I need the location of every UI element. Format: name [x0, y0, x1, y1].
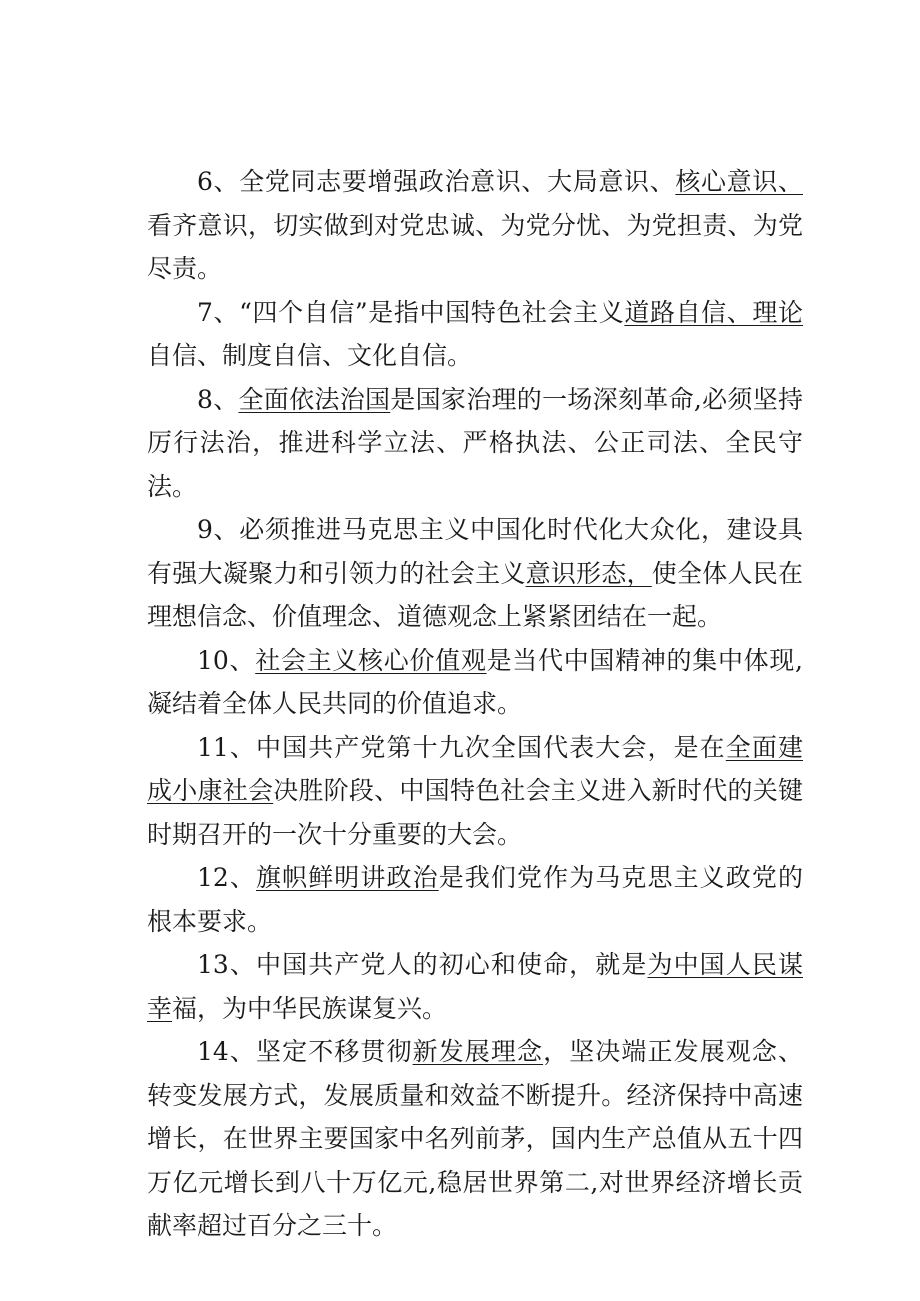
paragraph-text: 使全体人民在理想信念、价值理念、道德观念上紧紧团结在一起。	[147, 558, 803, 631]
paragraph-text: 是国家治理的一场深刻革命,必须坚持厉行法治，推进科学立法、严格执法、公正司法、全民守法。	[147, 384, 803, 501]
paragraph-7	[147, 291, 803, 378]
paragraph-text: 14、坚定不移贯彻	[197, 1037, 413, 1066]
paragraph-text: 11、中国共产党第十九次全国代表大会，是在	[197, 732, 726, 762]
underlined-answer: 为中国人民谋幸	[147, 950, 803, 1023]
paragraph-text: 10、	[197, 645, 256, 675]
paragraph-6	[147, 160, 803, 291]
underlined-answer: 核心意识、	[675, 167, 803, 196]
paragraph-10	[147, 639, 803, 726]
underlined-answer: 道路自信、理论	[624, 297, 803, 327]
underlined-answer: 意识形态，	[525, 558, 652, 588]
paragraph-text: 13、中国共产党人的初心和使命，就是	[197, 950, 648, 979]
paragraph-text: 看齐意识，切实做到对党忠诚、为党分忧、为党担责、为党尽责。	[147, 210, 803, 283]
underlined-answer: 新发展理念	[412, 1037, 544, 1066]
paragraph-14	[147, 1030, 803, 1248]
paragraph-9	[147, 508, 803, 639]
paragraph-text: 6、全党同志要增强政治意识、大局意识、	[197, 167, 676, 196]
paragraph-text: 自信、制度自信、文化自信。	[147, 341, 473, 370]
paragraph-text: 决胜阶段、中国特色社会主义进入新时代的关键时期召开的一次十分重要的大会。	[147, 776, 803, 849]
paragraph-text: ，坚决端正发展观念、转变发展方式，发展质量和效益不断提升。经济保持中高速增长，在世界主要国家中名列前茅，国内生产总值从五十四万亿元增长到八十万亿元,稳居世界第二,对世界经济增长贡献率超过百分之三十。	[147, 1037, 803, 1240]
document-body	[147, 160, 803, 1248]
paragraph-text: 是当代中国精神的集中体现,凝结着全体人民共同的价值追求。	[147, 645, 804, 718]
underlined-answer: 旗帜鲜明讲政治	[256, 863, 439, 892]
paragraph-text: 12、	[197, 863, 257, 892]
paragraph-8	[147, 378, 803, 509]
paragraph-text: 是我们党作为马克思主义政党的根本要求。	[147, 863, 803, 936]
paragraph-text: 福，为中华民族谋复兴。	[172, 993, 448, 1023]
underlined-answer: 全面依法治国	[238, 384, 391, 414]
paragraph-text: 8、	[197, 384, 239, 414]
paragraph-12	[147, 856, 803, 943]
underlined-answer: 全面建成小康社会	[147, 732, 803, 805]
paragraph-text: 9、必须推进马克思主义中国化时代化大众化，建设具有强大凝聚力和引领力的社会主义	[147, 515, 803, 588]
paragraph-13	[147, 943, 803, 1030]
paragraph-text: 7、“四个自信”是指中国特色社会主义	[197, 297, 625, 327]
paragraph-11	[147, 726, 803, 857]
underlined-answer: 社会主义核心价值观	[255, 645, 487, 675]
